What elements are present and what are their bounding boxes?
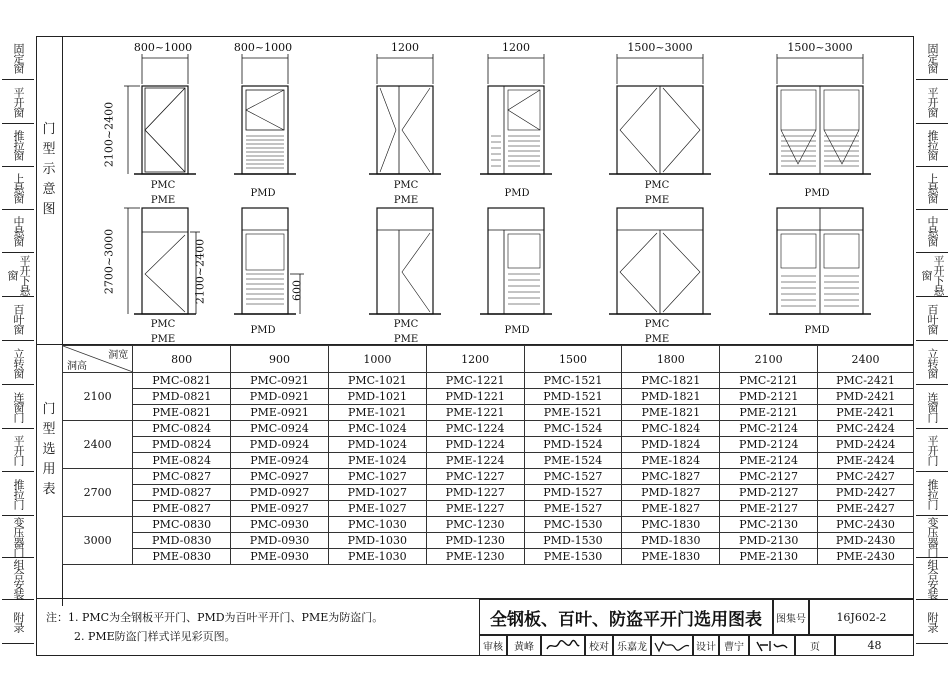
tab-label: 推拉门 (12, 478, 25, 509)
width-header: 800 (133, 346, 231, 373)
tab-left-2[interactable] (2, 124, 34, 167)
tab-label: 连窗门 (12, 391, 25, 422)
model-cell: PMD-2130 (720, 533, 818, 549)
model-cell: PMC-1027 (328, 469, 426, 485)
model-cell: PMC-1524 (524, 421, 622, 437)
tab-label: 立转窗 (926, 347, 939, 378)
tab-label: 百叶窗 (12, 303, 25, 334)
dim-width-6: 1500~3000 (787, 41, 853, 54)
model-cell: PMC-2421 (818, 373, 914, 389)
tab-label: 中悬窗 (12, 216, 25, 246)
model-cell: PMD-2421 (818, 389, 914, 405)
tab-left-0[interactable] (2, 36, 34, 80)
model-cell: PME-2427 (818, 501, 914, 517)
tab-left-0[interactable] (916, 36, 948, 80)
model-cell: PME-1830 (622, 549, 720, 565)
table-row (63, 533, 914, 549)
caption-row1-0: PMC PME (150, 180, 176, 206)
model-cell: PMD-1227 (426, 485, 524, 501)
model-cell: PMD-1224 (426, 437, 524, 453)
diagram-section-label: 门 型 示 意 图 (42, 122, 56, 217)
model-cell: PMD-1530 (524, 533, 622, 549)
model-cell: PME-2121 (720, 405, 818, 421)
tab-label: 推拉窗 (12, 130, 25, 160)
caption-row2-5: PMD (804, 325, 830, 336)
model-cell: PMC-0827 (133, 469, 231, 485)
model-cell: PMD-0821 (133, 389, 231, 405)
model-cell: PMC-0824 (133, 421, 231, 437)
tab-left-9[interactable] (916, 429, 948, 472)
model-cell: PME-1030 (328, 549, 426, 565)
model-cell: PMC-1227 (426, 469, 524, 485)
model-cell: PMC-0924 (231, 421, 329, 437)
tab-label: 平开窗 (12, 86, 25, 117)
tab-label: 连窗门 (926, 391, 939, 422)
tab-left-5[interactable] (916, 253, 948, 297)
door-pmd-double-3000 (769, 208, 871, 314)
model-cell: PME-1824 (622, 453, 720, 469)
tab-left-7[interactable] (916, 341, 948, 385)
review-label: 审核 (479, 635, 507, 656)
width-header: 1800 (622, 346, 720, 373)
model-cell: PME-1021 (328, 405, 426, 421)
model-cell: PMC-0927 (231, 469, 329, 485)
tab-left-12[interactable] (2, 558, 34, 600)
door-pmc-1200-3000 (369, 208, 441, 314)
caption-row2-3: PMD (504, 325, 530, 336)
model-cell: PMD-0830 (133, 533, 231, 549)
model-cell: PME-1524 (524, 453, 622, 469)
tab-left-3[interactable] (2, 167, 34, 210)
model-cell: PMC-0830 (133, 517, 231, 533)
model-cell: PME-0930 (231, 549, 329, 565)
tab-label: 固定窗 (12, 42, 25, 73)
designer-name: 曹宁 (719, 635, 749, 656)
check-label: 校对 (585, 635, 613, 656)
model-cell: PMC-1521 (524, 373, 622, 389)
tab-left-1[interactable] (916, 80, 948, 124)
tab-label: 推拉门 (926, 478, 939, 509)
model-cell: PME-2124 (720, 453, 818, 469)
table-row (63, 453, 914, 469)
height-header: 2100 (63, 373, 133, 421)
tab-left-6[interactable] (2, 297, 34, 341)
model-cell: PMD-0921 (231, 389, 329, 405)
model-cell: PMD-0824 (133, 437, 231, 453)
table-row (63, 389, 914, 405)
table-row (63, 469, 914, 485)
model-cell: PMC-1221 (426, 373, 524, 389)
model-cell: PME-1821 (622, 405, 720, 421)
table-section-label: 门 型 选 用 表 (42, 402, 56, 497)
dim-width-2: 800~1000 (233, 41, 293, 54)
model-cell: PME-0924 (231, 453, 329, 469)
atlas-number: 16J602-2 (809, 599, 914, 635)
checker-name: 乐嘉龙 (613, 635, 651, 656)
note-line-1: 注：1. PMC为全钢板平开门、PMD为百叶平开门、PME为防盗门。 (46, 611, 384, 624)
model-cell: PMC-2124 (720, 421, 818, 437)
model-cell: PME-2424 (818, 453, 914, 469)
model-cell: PMD-0930 (231, 533, 329, 549)
tab-left-10[interactable] (916, 472, 948, 516)
model-cell: PMD-2121 (720, 389, 818, 405)
dim-inner-2100-2400: 2100~2400 (193, 238, 207, 305)
dim-louver-600: 600 (290, 280, 304, 301)
model-cell: PMC-2424 (818, 421, 914, 437)
reviewer-signature (541, 635, 585, 656)
table-row (63, 485, 914, 501)
model-cell: PMC-1824 (622, 421, 720, 437)
model-cell: PMD-2430 (818, 533, 914, 549)
corner-width-label: 洞宽 (108, 350, 129, 361)
model-cell: PMD-1027 (328, 485, 426, 501)
door-pmd-single-3000 (234, 208, 296, 314)
tab-label: 百叶窗 (926, 303, 939, 334)
model-cell: PMC-1830 (622, 517, 720, 533)
height-header: 2700 (63, 469, 133, 517)
tab-left-9[interactable] (2, 429, 34, 472)
designer-signature (749, 635, 795, 656)
door-pmc-single-2100 (134, 86, 196, 174)
tab-label: 固定窗 (926, 42, 939, 73)
model-cell: PME-0921 (231, 405, 329, 421)
model-cell: PMD-2127 (720, 485, 818, 501)
tab-left-2[interactable] (916, 124, 948, 167)
door-pmd-single-2100 (234, 86, 296, 174)
table-row (63, 517, 914, 533)
model-cell: PME-1527 (524, 501, 622, 517)
width-header: 1000 (328, 346, 426, 373)
tab-left-8[interactable] (2, 385, 34, 429)
caption-row2-4: PMC PME (644, 319, 670, 345)
caption-row1-1: PMD (250, 188, 276, 199)
model-cell: PMC-2427 (818, 469, 914, 485)
model-cell: PME-2430 (818, 549, 914, 565)
atlas-label: 图集号 (773, 599, 809, 635)
model-cell: PME-1221 (426, 405, 524, 421)
tab-left-1[interactable] (2, 80, 34, 124)
tab-label: 推拉窗 (926, 130, 939, 160)
tab-label: 附录 (926, 611, 939, 632)
model-cell: PME-1230 (426, 549, 524, 565)
model-cell: PMC-2430 (818, 517, 914, 533)
model-cell: PMC-1224 (426, 421, 524, 437)
model-cell: PME-0927 (231, 501, 329, 517)
tab-label: 上悬窗 (926, 173, 939, 203)
model-cell: PMD-1527 (524, 485, 622, 501)
dim-width-3: 1200 (391, 41, 419, 54)
caption-row2-0: PMC PME (150, 319, 176, 345)
tab-label: 中悬窗 (926, 216, 939, 246)
dim-width-4: 1200 (502, 41, 530, 54)
model-cell: PMD-1830 (622, 533, 720, 549)
tab-label: 附录 (12, 611, 25, 632)
page-number: 48 (835, 635, 914, 656)
tab-left-7[interactable] (2, 341, 34, 385)
table-row (63, 421, 914, 437)
model-cell: PME-2130 (720, 549, 818, 565)
tab-left-4[interactable] (2, 210, 34, 253)
model-cell: PME-0824 (133, 453, 231, 469)
model-cell: PME-1827 (622, 501, 720, 517)
door-pmd-double-2100 (769, 86, 871, 174)
model-cell: PMC-1821 (622, 373, 720, 389)
model-cell: PME-0821 (133, 405, 231, 421)
model-cell: PMD-1521 (524, 389, 622, 405)
caption-row2-1: PMD (250, 325, 276, 336)
door-pmc-double-3000 (609, 208, 711, 314)
table-header-row (63, 346, 914, 373)
checker-signature (651, 635, 693, 656)
table-row (63, 437, 914, 453)
width-header: 2100 (720, 346, 818, 373)
model-cell: PMC-1021 (328, 373, 426, 389)
model-cell: PMC-1527 (524, 469, 622, 485)
tab-left-13[interactable] (2, 600, 34, 644)
caption-row1-5: PMD (804, 188, 830, 199)
tab-left-5[interactable] (2, 253, 34, 297)
model-cell: PMC-0921 (231, 373, 329, 389)
caption-row1-2: PMC PME (393, 180, 419, 206)
tab-label: 上悬窗 (12, 173, 25, 203)
width-header: 900 (231, 346, 329, 373)
tab-left-13[interactable] (916, 600, 948, 644)
model-cell: PMD-0927 (231, 485, 329, 501)
model-cell: PMD-2124 (720, 437, 818, 453)
caption-row2-2: PMC PME (393, 319, 419, 345)
caption-row1-3: PMD (504, 188, 530, 199)
model-cell: PMD-1824 (622, 437, 720, 453)
model-cell: PMD-2427 (818, 485, 914, 501)
model-cell: PMD-1524 (524, 437, 622, 453)
width-header: 2400 (818, 346, 914, 373)
width-header: 1200 (426, 346, 524, 373)
door-pmd-1200-2100 (480, 86, 552, 174)
tab-left-3[interactable] (916, 167, 948, 210)
design-label: 设计 (693, 635, 719, 656)
model-cell: PME-2421 (818, 405, 914, 421)
dim-height-2100-2400: 2100~2400 (102, 101, 116, 168)
tab-label: 变压器门 (926, 516, 939, 557)
dim-width-5: 1500~3000 (627, 41, 693, 54)
model-cell: PMD-1821 (622, 389, 720, 405)
page-label: 页 (795, 635, 835, 656)
model-cell: PMD-1030 (328, 533, 426, 549)
corner-height-label: 洞高 (67, 361, 87, 372)
model-cell: PMC-0930 (231, 517, 329, 533)
model-cell: PMC-1530 (524, 517, 622, 533)
table-corner (63, 346, 133, 373)
door-selection-table (62, 345, 914, 565)
tab-label: 组合安装 (926, 558, 939, 599)
model-cell: PMC-1827 (622, 469, 720, 485)
model-cell: PME-1530 (524, 549, 622, 565)
model-cell: PME-0830 (133, 549, 231, 565)
model-cell: PMC-2127 (720, 469, 818, 485)
tab-label: 平开门 (12, 435, 25, 465)
door-pmc-double-2100 (609, 86, 711, 174)
model-cell: PME-1224 (426, 453, 524, 469)
model-cell: PME-1521 (524, 405, 622, 421)
model-cell: PMD-1230 (426, 533, 524, 549)
table-row (63, 501, 914, 517)
tab-label: 平开窗 (926, 86, 939, 117)
model-cell: PMC-1230 (426, 517, 524, 533)
reviewer-name: 黄峰 (507, 635, 541, 656)
model-cell: PMC-1030 (328, 517, 426, 533)
tab-label: 变压器门 (12, 516, 25, 557)
tab-label: 组合安装 (12, 558, 25, 599)
dim-height-2700-3000: 2700~3000 (102, 228, 116, 295)
tab-left-6[interactable] (916, 297, 948, 341)
dim-width-1: 800~1000 (133, 41, 193, 54)
model-cell: PMD-1221 (426, 389, 524, 405)
model-cell: PME-1027 (328, 501, 426, 517)
tab-left-8[interactable] (916, 385, 948, 429)
model-cell: PMD-1827 (622, 485, 720, 501)
tab-label: 平开下悬窗 (6, 254, 31, 295)
tab-left-12[interactable] (916, 558, 948, 600)
caption-row1-4: PMC PME (644, 180, 670, 206)
table-row (63, 373, 914, 389)
model-cell: PMC-1024 (328, 421, 426, 437)
model-cell: PMC-0821 (133, 373, 231, 389)
model-cell: PMD-1024 (328, 437, 426, 453)
tab-label: 平开门 (926, 435, 939, 465)
model-cell: PMD-1021 (328, 389, 426, 405)
tab-left-4[interactable] (916, 210, 948, 253)
tab-left-10[interactable] (2, 472, 34, 516)
model-cell: PME-1227 (426, 501, 524, 517)
model-cell: PMC-2130 (720, 517, 818, 533)
tab-label: 立转窗 (12, 347, 25, 378)
height-header: 2400 (63, 421, 133, 469)
notes (46, 608, 383, 646)
door-pmc-single-3000 (134, 208, 196, 314)
drawing-title: 全钢板、百叶、防盗平开门选用图表 (479, 599, 773, 635)
tab-left-11[interactable] (2, 516, 34, 558)
model-cell: PME-0827 (133, 501, 231, 517)
model-cell: PME-1024 (328, 453, 426, 469)
door-pmd-1200-3000 (480, 208, 552, 314)
dimension-lines (124, 54, 863, 314)
table-row (63, 405, 914, 421)
model-cell: PMC-2121 (720, 373, 818, 389)
model-cell: PMD-0924 (231, 437, 329, 453)
door-pmc-1200-2100 (369, 86, 441, 174)
height-header: 3000 (63, 517, 133, 565)
table-row (63, 549, 914, 565)
model-cell: PMD-2424 (818, 437, 914, 453)
model-cell: PMD-0827 (133, 485, 231, 501)
note-line-2: 2. PME防盗门样式详见彩页图。 (74, 630, 236, 643)
tab-left-11[interactable] (916, 516, 948, 558)
model-cell: PME-2127 (720, 501, 818, 517)
tab-label: 平开下悬窗 (920, 254, 945, 295)
width-header: 1500 (524, 346, 622, 373)
